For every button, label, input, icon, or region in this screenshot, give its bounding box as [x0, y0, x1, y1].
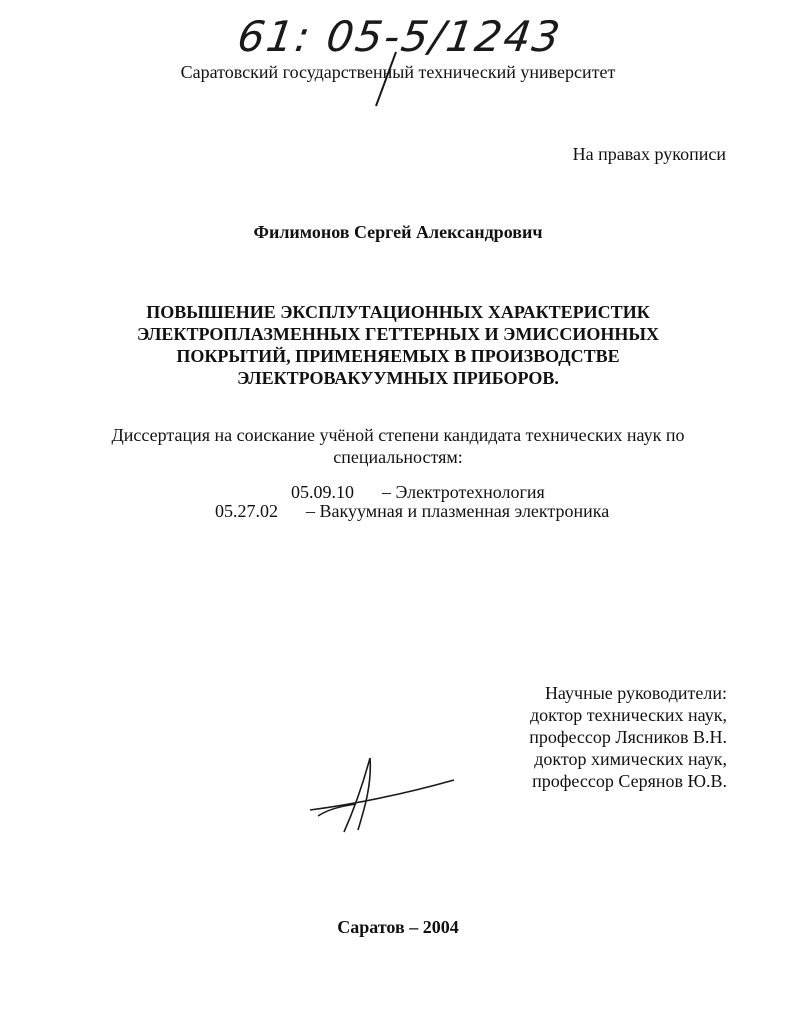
city-year: Саратов – 2004	[337, 917, 459, 937]
title-line: ПОВЫШЕНИЕ ЭКСПЛУТАЦИОННЫХ ХАРАКТЕРИСТИК	[146, 302, 650, 322]
description-line: Диссертация на соискание учёной степени кандидата технических наук по	[111, 425, 685, 445]
dissertation-description	[0, 424, 796, 468]
dissertation-title	[0, 301, 796, 389]
advisor-line: профессор Лясников В.Н.	[529, 727, 727, 747]
advisor-line: доктор технических наук,	[530, 705, 727, 725]
advisor-line: профессор Серянов Ю.В.	[532, 771, 727, 791]
advisor-line: доктор химических наук,	[534, 749, 727, 769]
scientific-advisors	[522, 682, 727, 792]
rights-note: На правах рукописи	[572, 144, 726, 164]
specialty-name: – Электротехнология	[382, 482, 545, 502]
university-name: Саратовский государственный технический университет	[180, 62, 616, 82]
description-line: специальностям:	[333, 447, 463, 467]
signature	[300, 750, 470, 840]
advisor-line: Научные руководители:	[544, 683, 727, 703]
title-line: ЭЛЕКТРОПЛАЗМЕННЫХ ГЕТТЕРНЫХ И ЭМИССИОННЫХ	[136, 324, 660, 344]
specialty-code: 05.09.10	[291, 482, 354, 502]
title-line: ПОКРЫТИЙ, ПРИМЕНЯЕМЫХ В ПРОИЗВОДСТВЕ	[176, 346, 620, 366]
archive-number-handwritten: 61: 05-5/1243	[234, 12, 565, 61]
specialty-name: – Вакуумная и плазменная электроника	[306, 501, 610, 521]
title-line: ЭЛЕКТРОВАКУУМНЫХ ПРИБОРОВ.	[237, 368, 559, 388]
author-name: Филимонов Сергей Александрович	[253, 222, 543, 242]
specialty-code: 05.27.02	[215, 501, 278, 521]
